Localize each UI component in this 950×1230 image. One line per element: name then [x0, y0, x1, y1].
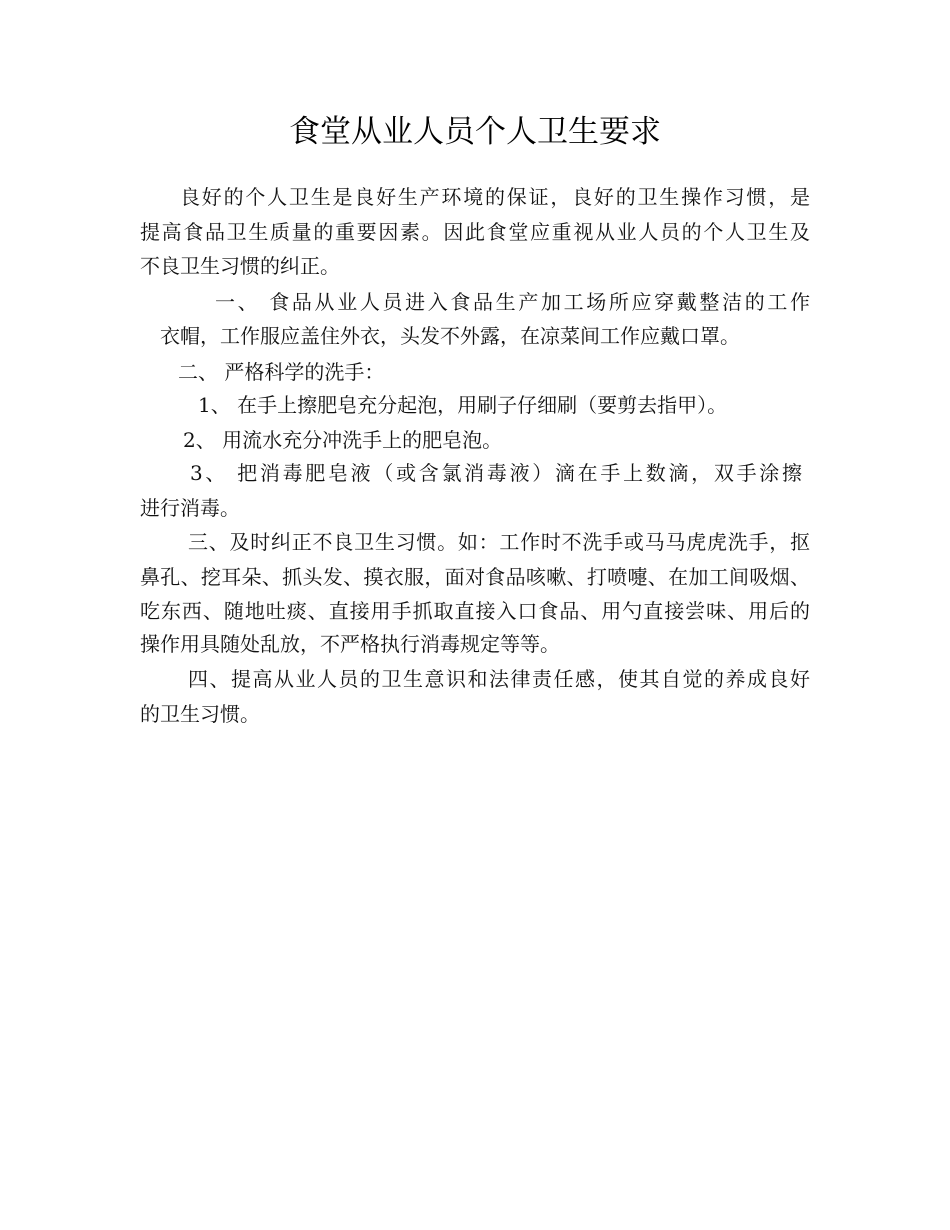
text-line: 一、 食品从业人员进入食品生产加工场所应穿戴整洁的工作: [215, 290, 810, 314]
text-line: 不良卫生习惯的纠正。: [140, 254, 340, 278]
text-line: 鼻孔、挖耳朵、抓头发、摸衣服，面对食品咳嗽、打喷嚏、在加工间吸烟、: [140, 565, 810, 589]
document-title: 食堂从业人员个人卫生要求: [289, 114, 661, 150]
text-line: 2、 用流水充分冲洗手上的肥皂泡。: [183, 428, 503, 452]
text-line: 衣帽，工作服应盖住外衣，头发不外露，在凉菜间工作应戴口罩。: [160, 324, 740, 348]
text-line: 二、 严格科学的洗手：: [178, 360, 385, 384]
text-line: 提高食品卫生质量的重要因素。因此食堂应重视从业人员的个人卫生及: [140, 220, 810, 244]
text-line: 良好的个人卫生是良好生产环境的保证，良好的卫生操作习惯，是: [180, 185, 810, 209]
text-line: 操作用具随处乱放，不严格执行消毒规定等等。: [140, 632, 560, 656]
text-line: 进行消毒。: [140, 496, 240, 520]
text-line: 吃东西、随地吐痰、直接用手抓取直接入口食品、用勺直接尝味、用后的: [140, 599, 810, 623]
text-line: 四、提高从业人员的卫生意识和法律责任感，使其自觉的养成良好: [188, 667, 810, 691]
text-line: 的卫生习惯。: [140, 702, 260, 726]
text-line: 三、及时纠正不良卫生习惯。如：工作时不洗手或马马虎虎洗手，抠: [188, 530, 810, 554]
text-line: 3、 把消毒肥皂液（或含氯消毒液）滴在手上数滴，双手涂擦: [190, 461, 802, 485]
text-line: 1、 在手上擦肥皂充分起泡，用刷子仔细刷（要剪去指甲）。: [198, 393, 728, 417]
